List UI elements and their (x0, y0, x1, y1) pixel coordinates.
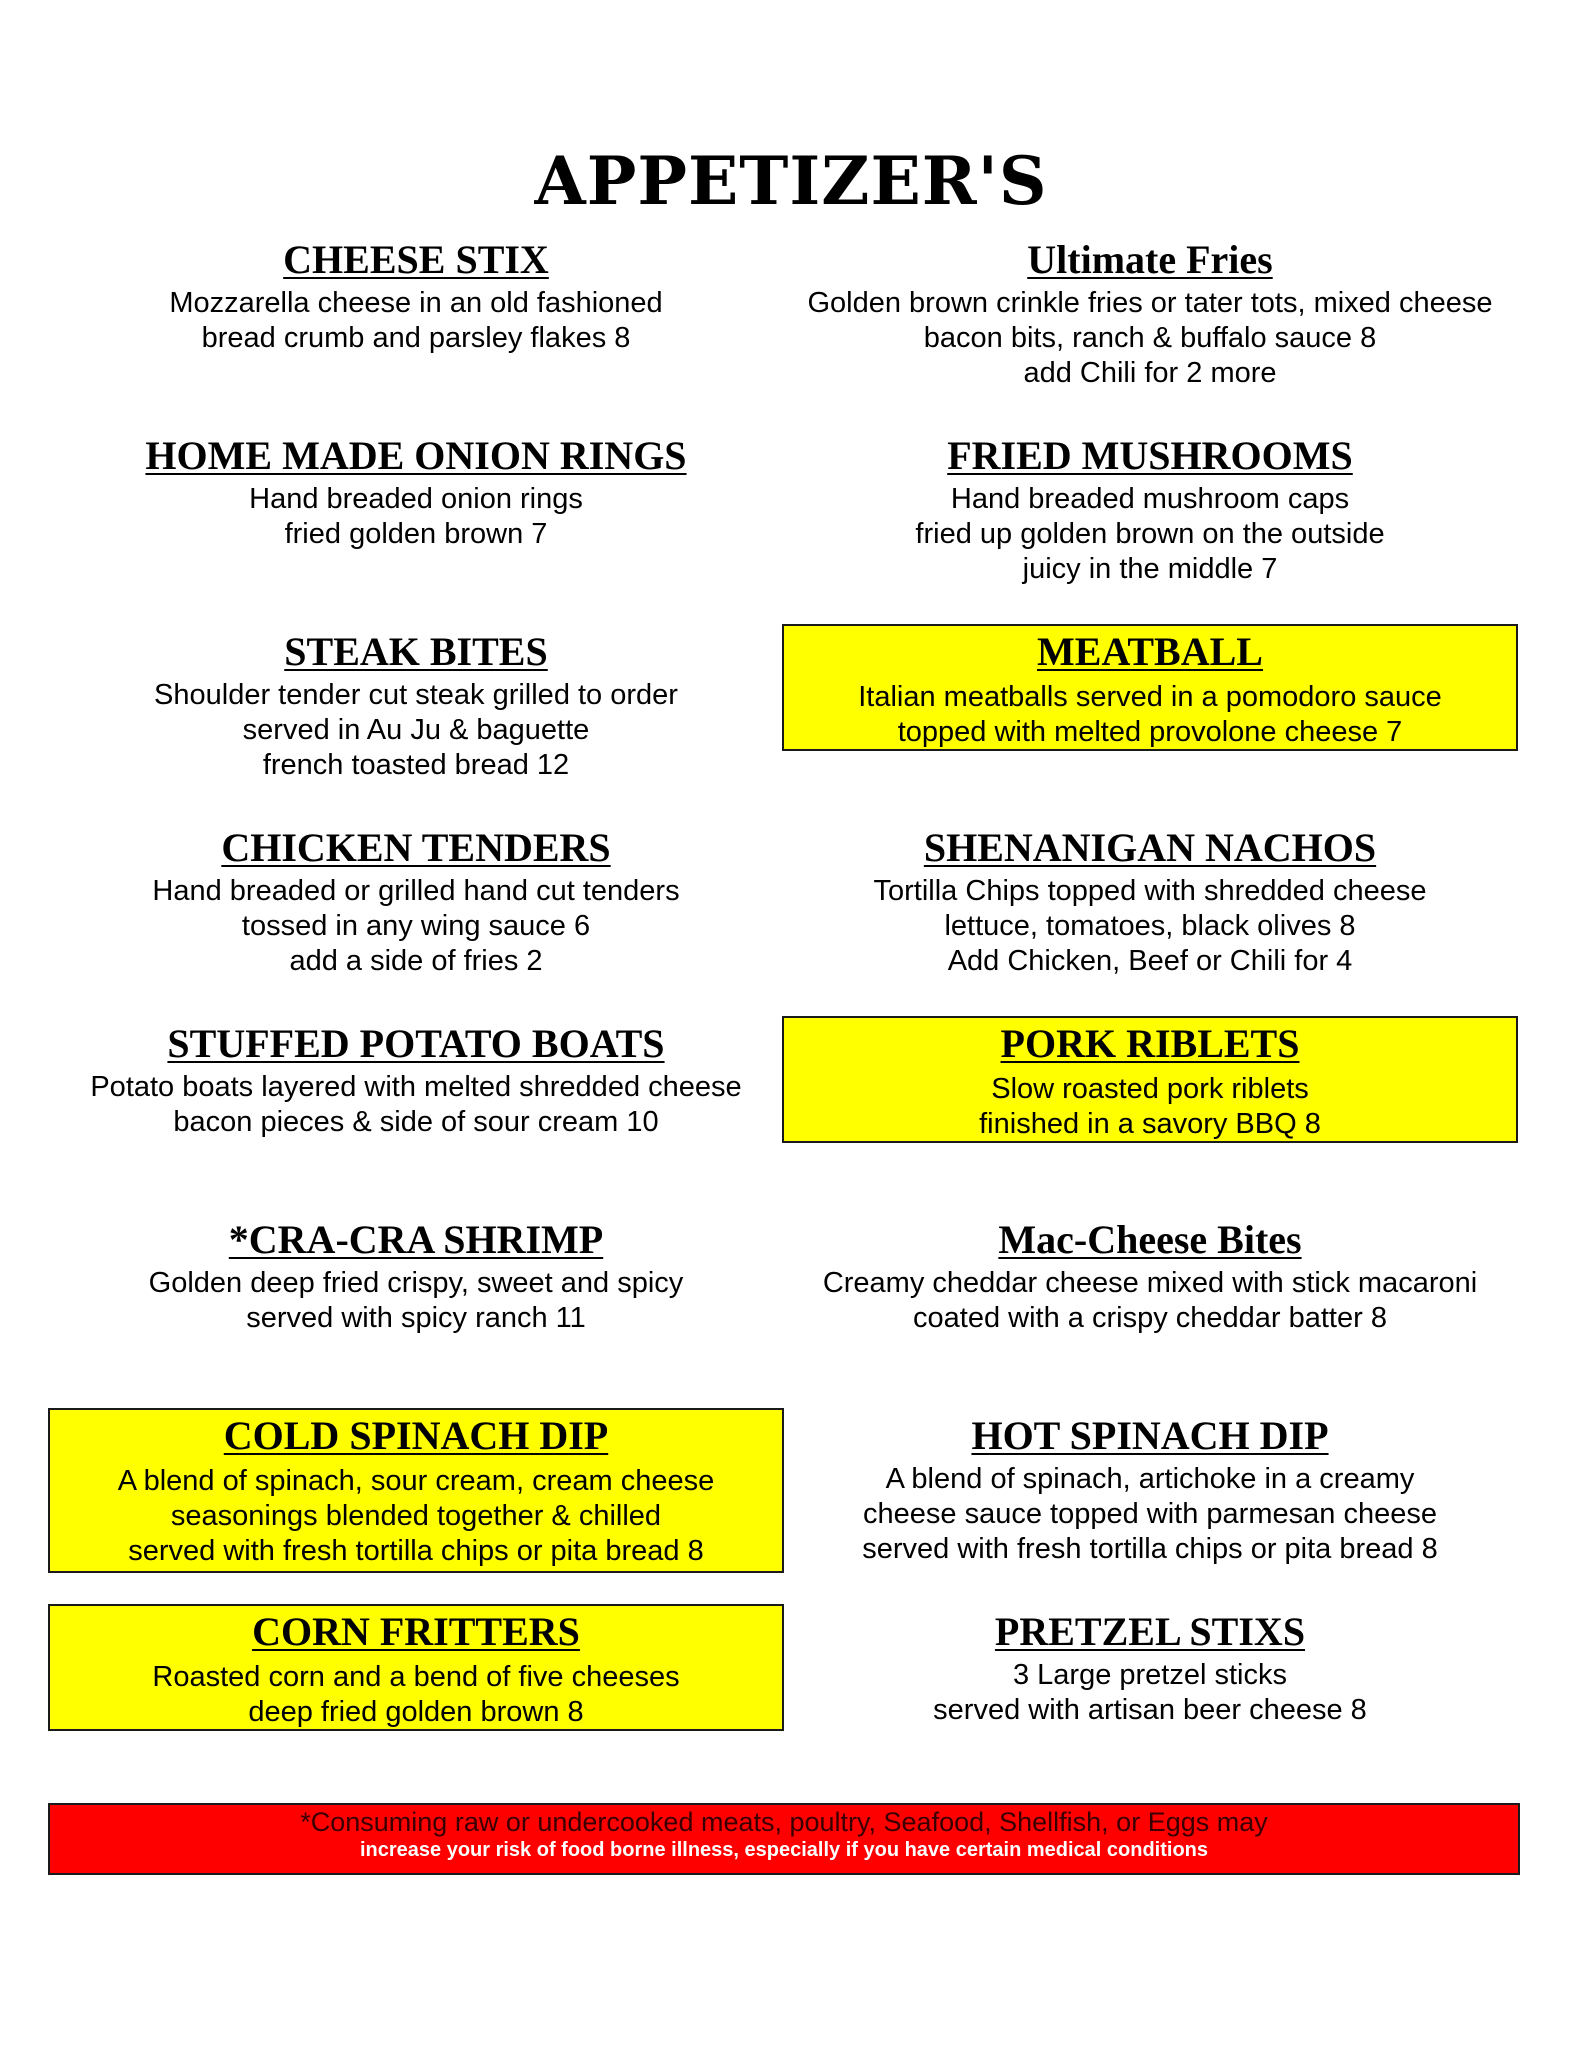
description-line: tossed in any wing sauce 6 (241, 910, 591, 942)
menu-item-name: CHEESE STIX (283, 237, 549, 282)
menu-item-steak-bites (48, 630, 784, 783)
description-line: fried golden brown 7 (284, 518, 548, 550)
menu-item-name: Ultimate Fries (1027, 237, 1273, 282)
menu-item-name: STEAK BITES (284, 629, 548, 674)
menu-item-name: HOT SPINACH DIP (971, 1413, 1329, 1458)
menu-item-name: PORK RIBLETS (1000, 1021, 1300, 1066)
description-line: bread crumb and parsley flakes 8 (201, 322, 631, 354)
description-line: Golden brown crinkle fries or tater tots, mixed cheese (807, 287, 1493, 319)
menu-item-meatball (782, 624, 1518, 751)
menu-item-name: COLD SPINACH DIP (223, 1413, 609, 1458)
description-line: Hand breaded or grilled hand cut tenders (152, 875, 680, 907)
description-line: Hand breaded onion rings (249, 483, 583, 515)
description-line: topped with melted provolone cheese 7 (897, 716, 1403, 748)
menu-item-cold-spinach-dip (48, 1408, 784, 1573)
description-line: Mozzarella cheese in an old fashioned (169, 287, 663, 319)
menu-item-corn-fritters (48, 1604, 784, 1731)
menu-item-fried-mushrooms (782, 434, 1518, 587)
menu-item-potato-boats (40, 1022, 792, 1140)
food-safety-warning (48, 1803, 1520, 1875)
menu-item-name: HOME MADE ONION RINGS (145, 433, 687, 478)
menu-item-description (782, 874, 1518, 979)
description-line: bacon pieces & side of sour cream 10 (173, 1106, 659, 1138)
menu-item-hot-spinach-dip (782, 1414, 1518, 1567)
menu-item-cra-cra-shrimp (48, 1218, 784, 1336)
description-line: Add Chicken, Beef or Chili for 4 (947, 945, 1353, 977)
description-line: deep fried golden brown 8 (248, 1696, 584, 1728)
menu-item-description (48, 678, 784, 783)
description-line: A blend of spinach, sour cream, cream cheese (117, 1465, 715, 1497)
description-line: served with spicy ranch 11 (246, 1302, 586, 1334)
description-line: Hand breaded mushroom caps (950, 483, 1350, 515)
menu-item-description (782, 1462, 1518, 1567)
description-line: served with fresh tortilla chips or pita bread 8 (862, 1533, 1438, 1565)
menu-item-description (50, 1464, 782, 1569)
description-line: Potato boats layered with melted shredded cheese (90, 1071, 742, 1103)
description-line: Creamy cheddar cheese mixed with stick macaroni (822, 1267, 1478, 1299)
description-line: cheese sauce topped with parmesan cheese (863, 1498, 1437, 1530)
menu-item-ultimate-fries (782, 238, 1518, 391)
menu-item-description (782, 286, 1518, 391)
menu-item-description (784, 1072, 1516, 1142)
menu-item-description (782, 1658, 1518, 1728)
menu-item-mac-cheese-bites (782, 1218, 1518, 1336)
description-line: 3 Large pretzel sticks (1012, 1659, 1287, 1691)
description-line: Tortilla Chips topped with shredded cheese (873, 875, 1427, 907)
menu-item-description (48, 1266, 784, 1336)
description-line: french toasted bread 12 (262, 749, 570, 781)
description-line: add a side of fries 2 (289, 945, 543, 977)
description-line: add Chili for 2 more (1023, 357, 1277, 389)
description-line: Italian meatballs served in a pomodoro sauce (858, 681, 1442, 713)
description-line: bacon bits, ranch & buffalo sauce 8 (923, 322, 1377, 354)
menu-item-description (782, 482, 1518, 587)
description-line: served with artisan beer cheese 8 (933, 1694, 1367, 1726)
menu-item-onion-rings (48, 434, 784, 552)
description-line: Slow roasted pork riblets (991, 1073, 1309, 1105)
description-line: juicy in the middle 7 (1022, 553, 1278, 585)
menu-item-name: STUFFED POTATO BOATS (167, 1021, 665, 1066)
warning-line-1: *Consuming raw or undercooked meats, poultry, Seafood, Shellfish, or Eggs may (300, 1807, 1268, 1837)
menu-item-cheese-stix (48, 238, 784, 356)
description-line: Golden deep fried crispy, sweet and spicy (148, 1267, 684, 1299)
description-line: Roasted corn and a bend of five cheeses (152, 1661, 680, 1693)
menu-item-name: Mac-Cheese Bites (998, 1217, 1302, 1262)
menu-item-name: CHICKEN TENDERS (221, 825, 611, 870)
warning-line-2: increase your risk of food borne illness, especially if you have certain medical conditions (359, 1839, 1209, 1861)
menu-item-name: *CRA-CRA SHRIMP (228, 1217, 604, 1262)
menu-item-description (784, 680, 1516, 750)
menu-item-pork-riblets (782, 1016, 1518, 1143)
menu-item-name: MEATBALL (1037, 629, 1263, 674)
menu-item-description (40, 1070, 792, 1140)
menu-item-description (48, 286, 784, 356)
description-line: A blend of spinach, artichoke in a creamy (885, 1463, 1415, 1495)
menu-item-description (782, 1266, 1518, 1336)
menu-item-shenanigan-nachos (782, 826, 1518, 979)
description-line: lettuce, tomatoes, black olives 8 (944, 910, 1356, 942)
menu-item-description (50, 1660, 782, 1730)
menu-item-name: SHENANIGAN NACHOS (923, 825, 1377, 870)
menu-item-name: PRETZEL STIXS (994, 1609, 1306, 1654)
description-line: Shoulder tender cut steak grilled to order (154, 679, 678, 711)
description-line: coated with a crispy cheddar batter 8 (913, 1302, 1387, 1334)
description-line: finished in a savory BBQ 8 (979, 1108, 1321, 1140)
description-line: fried up golden brown on the outside (915, 518, 1385, 550)
menu-item-description (48, 874, 784, 979)
description-line: served in Au Ju & baguette (242, 714, 590, 746)
menu-item-description (48, 482, 784, 552)
page-title: APPETIZER'S (534, 142, 1048, 220)
description-line: seasonings blended together & chilled (170, 1500, 662, 1532)
description-line: served with fresh tortilla chips or pita bread 8 (128, 1535, 704, 1567)
menu-item-pretzel-stixs (782, 1610, 1518, 1728)
menu-item-chicken-tenders (48, 826, 784, 979)
menu-item-name: CORN FRITTERS (252, 1609, 580, 1654)
menu-item-name: FRIED MUSHROOMS (947, 433, 1353, 478)
